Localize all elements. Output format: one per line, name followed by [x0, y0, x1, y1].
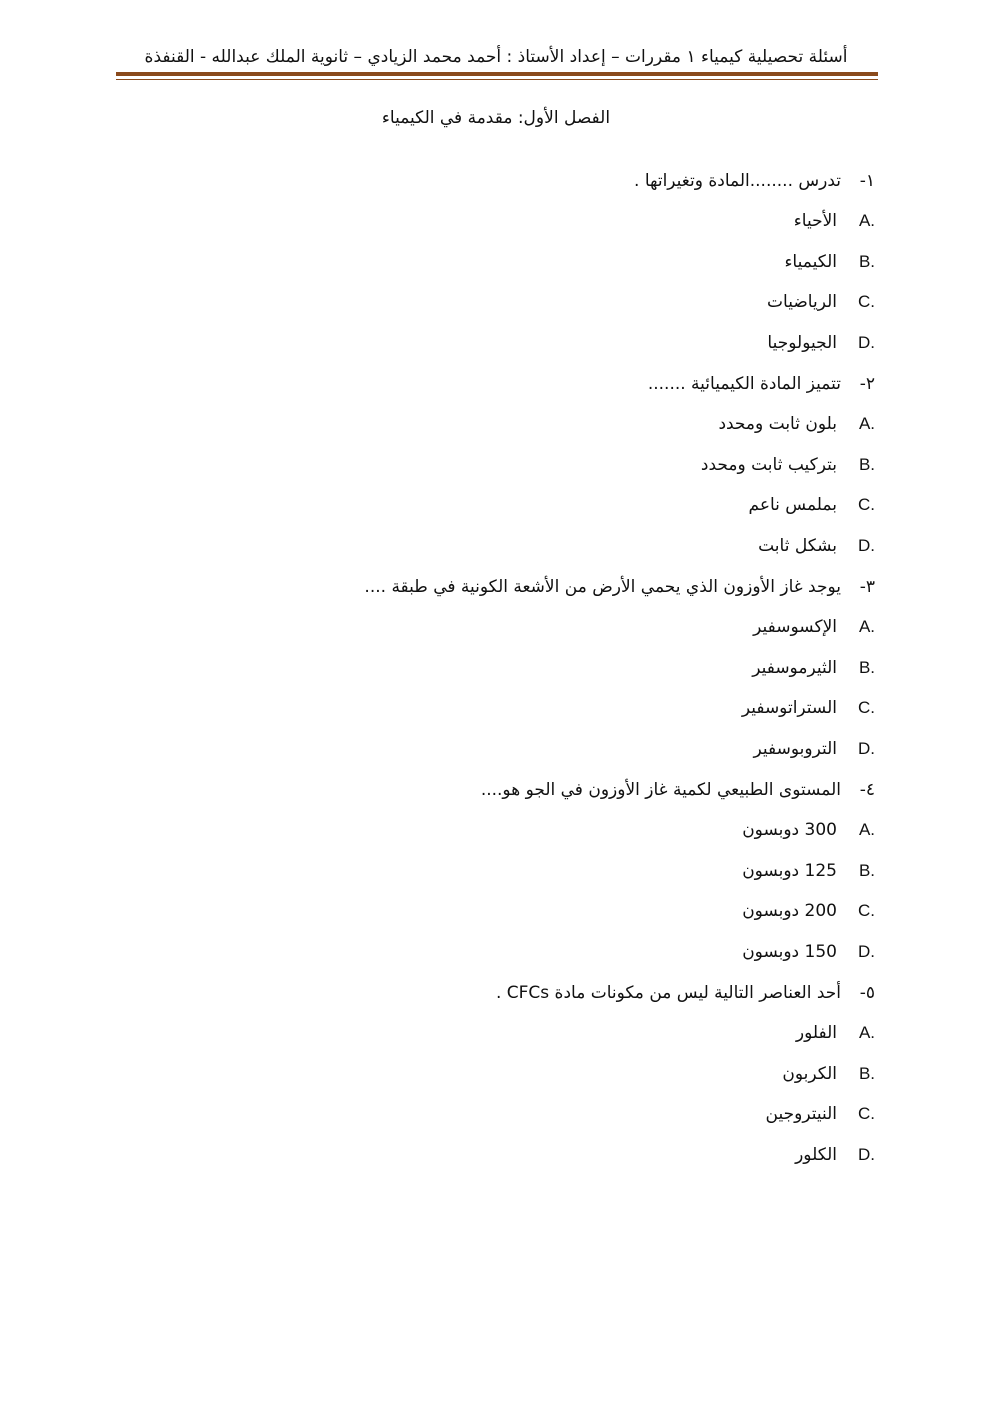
choice-letter: D.: [858, 332, 875, 352]
header-divider-thin: [116, 79, 878, 80]
choice-letter: B.: [858, 860, 875, 880]
choice-text: الإكسوسفير: [753, 617, 837, 638]
choice-b[interactable]: [175, 851, 875, 892]
choice-c[interactable]: [175, 1094, 875, 1135]
question-text: تتميز المادة الكيميائية .......: [647, 373, 841, 394]
question-1: [175, 160, 875, 363]
page-header: أسئلة تحصيلية كيمياء ١ مقررات – إعداد الأستاذ : أحمد محمد الزيادي – ثانوية الملك عبدالله - القنفذة: [144, 47, 848, 67]
choice-c[interactable]: [175, 891, 875, 932]
question-3: [175, 566, 875, 769]
choice-letter: C.: [858, 698, 875, 718]
choice-text: 150 دوبسون: [742, 941, 837, 962]
choice-text: بملمس ناعم: [748, 495, 837, 516]
choice-letter: B.: [858, 454, 875, 474]
question-text: المستوى الطبيعي لكمية غاز الأوزون في الجو هو....: [480, 779, 841, 800]
choice-text: الثيرموسفير: [752, 657, 837, 678]
choice-b[interactable]: [175, 1054, 875, 1095]
choice-text: بتركيب ثابت ومحدد: [700, 454, 837, 475]
choice-letter: A.: [858, 617, 875, 637]
choice-text: 300 دوبسون: [742, 820, 837, 841]
choice-text: الأحياء: [793, 211, 837, 232]
question-stem: [175, 363, 875, 404]
choice-d[interactable]: [175, 323, 875, 364]
choice-c[interactable]: [175, 485, 875, 526]
choice-b[interactable]: [175, 445, 875, 486]
choice-text: التروبوسفير: [753, 738, 837, 759]
choice-text: الكلور: [795, 1144, 837, 1165]
choice-a[interactable]: [175, 1013, 875, 1054]
choice-c[interactable]: [175, 688, 875, 729]
choice-letter: C.: [858, 292, 875, 312]
choice-a[interactable]: [175, 201, 875, 242]
choice-d[interactable]: [175, 729, 875, 770]
question-text: تدرس ........المادة وتغيراتها .: [634, 170, 841, 191]
choice-letter: C.: [858, 901, 875, 921]
chapter-title: الفصل الأول: مقدمة في الكيمياء: [381, 108, 611, 128]
choice-letter: D.: [858, 738, 875, 758]
question-stem: [175, 566, 875, 607]
choice-text: بشكل ثابت: [758, 535, 837, 556]
choice-a[interactable]: [175, 810, 875, 851]
choice-text: الكيمياء: [784, 251, 837, 272]
choice-text: 200 دوبسون: [742, 901, 837, 922]
choice-b[interactable]: [175, 242, 875, 283]
choice-b[interactable]: [175, 648, 875, 689]
choice-letter: B.: [858, 251, 875, 271]
header-divider-thick: [116, 72, 878, 76]
choice-text: الرياضيات: [767, 292, 837, 313]
choice-d[interactable]: [175, 1135, 875, 1176]
choice-letter: A.: [858, 211, 875, 231]
question-number: ٢-: [859, 373, 875, 394]
choice-letter: A.: [858, 820, 875, 840]
choice-letter: C.: [858, 1104, 875, 1124]
question-number: ٣-: [859, 576, 875, 597]
choice-a[interactable]: [175, 607, 875, 648]
question-text: يوجد غاز الأوزون الذي يحمي الأرض من الأشعة الكونية في طبقة ....: [364, 576, 841, 597]
choice-letter: A.: [858, 1023, 875, 1043]
choice-letter: B.: [858, 657, 875, 677]
choice-text: الكربون: [782, 1063, 837, 1084]
choice-text: بلون ثابت ومحدد: [718, 414, 837, 435]
choice-letter: C.: [858, 495, 875, 515]
question-stem: [175, 160, 875, 201]
question-stem: [175, 972, 875, 1013]
question-4: [175, 769, 875, 972]
choice-text: النيتروجين: [765, 1104, 837, 1125]
choice-letter: D.: [858, 941, 875, 961]
choice-text: الستراتوسفير: [741, 698, 837, 719]
choice-letter: D.: [858, 1144, 875, 1164]
question-number: ٥-: [859, 982, 875, 1003]
question-2: [175, 363, 875, 566]
choice-d[interactable]: [175, 932, 875, 973]
question-text: أحد العناصر التالية ليس من مكونات مادة CFCs .: [495, 982, 841, 1003]
choice-text: الجيولوجيا: [767, 332, 837, 353]
choice-d[interactable]: [175, 526, 875, 567]
question-number: ٤-: [859, 779, 875, 800]
choice-text: الفلور: [795, 1023, 837, 1044]
choice-letter: D.: [858, 535, 875, 555]
question-number: ١-: [859, 170, 875, 191]
question-stem: [175, 769, 875, 810]
question-5: [175, 972, 875, 1175]
choice-letter: B.: [858, 1063, 875, 1083]
choice-text: 125 دوبسون: [742, 860, 837, 881]
question-list: [175, 160, 875, 1175]
choice-letter: A.: [858, 414, 875, 434]
choice-c[interactable]: [175, 282, 875, 323]
choice-a[interactable]: [175, 404, 875, 445]
